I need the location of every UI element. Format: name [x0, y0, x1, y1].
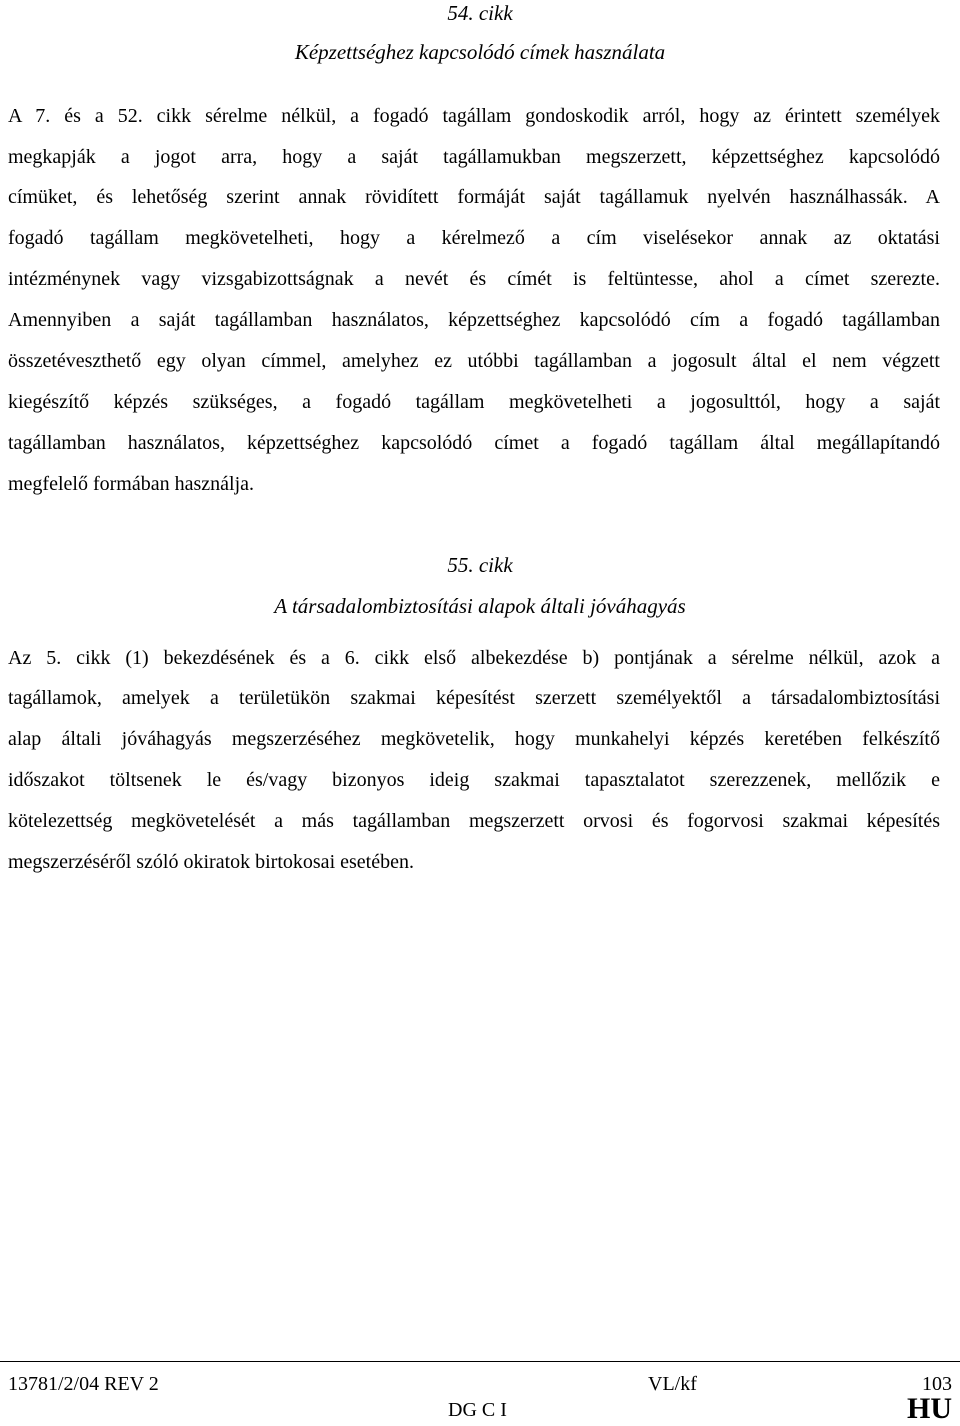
body-line: megfelelő formában használja.	[8, 473, 254, 495]
footer-divider	[0, 1361, 960, 1362]
body-line: Amennyiben a saját tagállamban használatos, képzettséghez kapcsolódó cím a fogadó tagállamban	[8, 309, 940, 331]
body-line: alap általi jóváhagyás megszerzéséhez megkövetelik, hogy munkahelyi képzés keretében felkészítő	[8, 728, 940, 750]
article-54-title: Képzettséghez kapcsolódó címek használata	[294, 40, 666, 64]
body-line: összetéveszthető egy olyan címmel, amelyhez ez utóbbi tagállamban a jogosult által el nem végzett	[8, 350, 940, 372]
body-line: kiegészítő képzés szükséges, a fogadó tagállam megkövetelheti a jogosulttól, hogy a saját	[8, 391, 940, 413]
article-55-title: A társadalombiztosítási alapok általi jóváhagyás	[274, 594, 686, 618]
body-line: címüket, és lehetőség szerint annak rövidített formáját saját tagállamuk nyelvén használhassák. A	[8, 186, 940, 208]
article-54-number: 54. cikk	[447, 1, 513, 25]
body-line: kötelezettség megkövetelését a más tagállamban megszerzett orvosi és fogorvosi szakmai képesítés	[8, 810, 940, 832]
body-line: intézménynek vagy vizsgabizottságnak a nevét és címét is feltüntesse, ahol a címet szerezte.	[8, 268, 940, 290]
footer-page-number: 103	[922, 1373, 952, 1395]
footer-language: HU	[907, 1392, 952, 1425]
body-line: megszerzéséről szóló okiratok birtokosai esetében.	[8, 851, 414, 873]
footer-initials: VL/kf	[648, 1373, 697, 1395]
footer-dg: DG C I	[448, 1399, 507, 1421]
body-line: fogadó tagállam megkövetelheti, hogy a kérelmező a cím viselésekor annak az oktatási	[8, 227, 940, 249]
body-line: időszakot töltsenek le és/vagy bizonyos ideig szakmai tapasztalatot szerezzenek, mellőzik e	[8, 769, 940, 791]
body-line: Az 5. cikk (1) bekezdésének és a 6. cikk első albekezdése b) pontjának a sérelme nélkül, azok a	[8, 647, 940, 669]
body-line: tagállamban használatos, képzettséghez kapcsolódó címet a fogadó tagállam által megállapítandó	[8, 432, 940, 454]
body-line: tagállamok, amelyek a területükön szakmai képesítést szerzett személyektől a társadalombiztosítási	[8, 687, 940, 709]
body-line: A 7. és a 52. cikk sérelme nélkül, a fogadó tagállam gondoskodik arról, hogy az érintett személyek	[8, 105, 940, 127]
footer-doc-ref: 13781/2/04 REV 2	[8, 1373, 159, 1395]
article-55-number: 55. cikk	[447, 553, 513, 577]
body-line: megkapják a jogot arra, hogy a saját tagállamukban megszerzett, képzettséghez kapcsolódó	[8, 146, 940, 168]
